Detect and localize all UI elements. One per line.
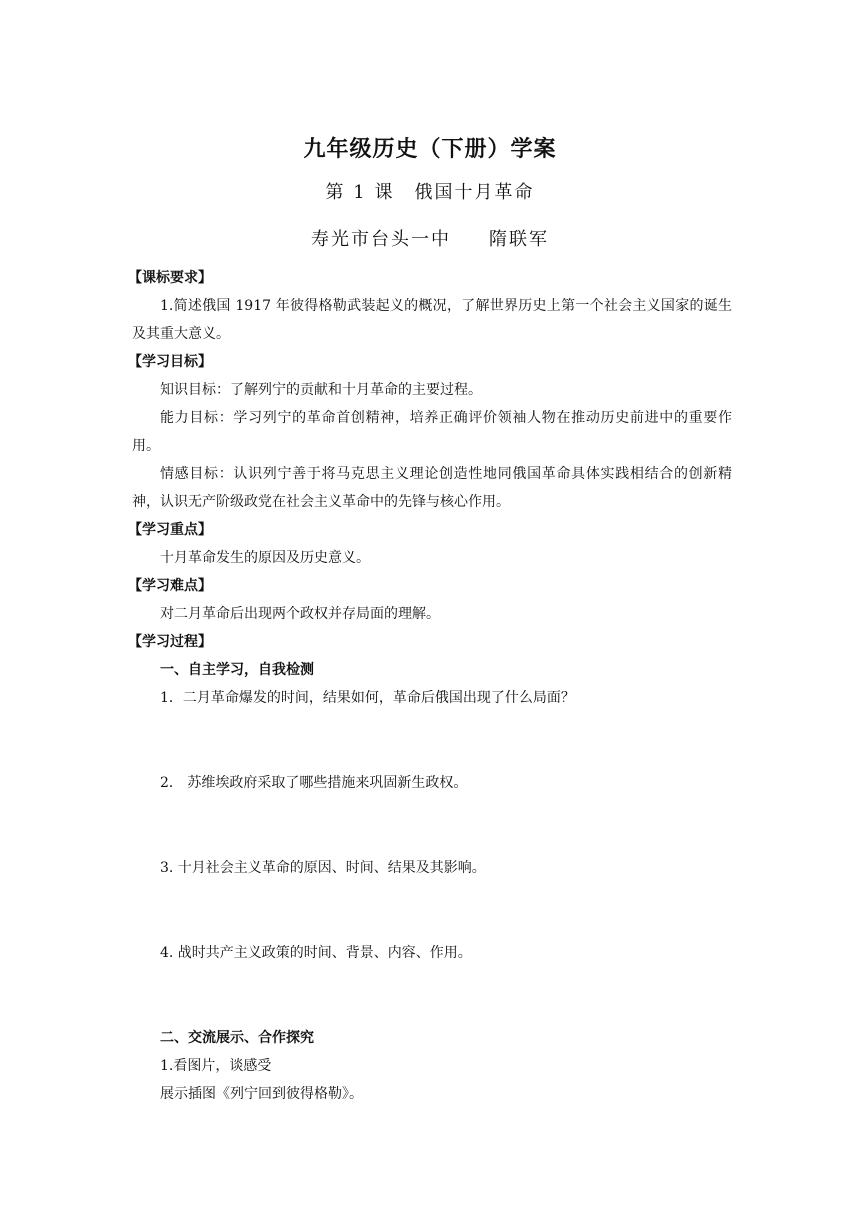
standard-heading: 【课标要求】 [128,270,212,286]
answer-space-4 [132,967,732,1024]
part2-item-1-text: 展示插图《列宁回到彼得格勒》。 [160,1086,363,1102]
lesson-title: 第 1 课 俄国十月革命 [325,182,535,203]
question-1: 1．二月革命爆发的时间，结果如何，革命后俄国出现了什么局面？ [160,690,575,706]
difficulties-heading: 【学习难点】 [128,578,212,594]
part2-title: 二、交流展示、合作探究 [160,1030,314,1046]
answer-space-2 [132,797,732,854]
objectives-heading: 【学习目标】 [128,354,212,370]
answer-space-1 [132,712,732,769]
objective-knowledge: 知识目标：了解列宁的贡献和十月革命的主要过程。 [160,382,482,398]
objective-ability: 能力目标：学习列宁的革命首创精神，培养正确评价领袖人物在推动历史前进中的重要作用。 [132,410,732,454]
process-heading: 【学习过程】 [128,634,212,650]
question-3: 3. 十月社会主义革命的原因、时间、结果及其影响。 [160,860,486,876]
document-body [128,264,732,1108]
difficulties-text: 对二月革命后出现两个政权并存局面的理解。 [160,606,440,622]
school-name: 寿光市台头一中 [311,229,451,250]
author-name: 隋联军 [489,229,549,250]
question-4: 4. 战时共产主义政策的时间、背景、内容、作用。 [160,945,472,961]
objective-emotion: 情感目标：认识列宁善于将马克思主义理论创造性地同俄国革命具体实践相结合的创新精神，认识无产阶级政党在社会主义革命中的先锋与核心作用。 [132,466,732,510]
question-2: 2． 苏维埃政府采取了哪些措施来巩固新生政权。 [160,775,468,791]
part2-item-1: 1.看图片，谈感受 [160,1058,272,1074]
key-points-heading: 【学习重点】 [128,522,212,538]
part1-title: 一、自主学习，自我检测 [160,662,314,678]
answer-space-3 [132,882,732,939]
key-points-text: 十月革命发生的原因及历史意义。 [160,550,370,566]
author-line [0,226,860,254]
document-title: 九年级历史（下册）学案 [303,137,557,162]
standard-text: 1.简述俄国 1917 年彼得格勒武装起义的概况，了解世界历史上第一个社会主义国家的诞生及其重大意义。 [132,298,732,342]
